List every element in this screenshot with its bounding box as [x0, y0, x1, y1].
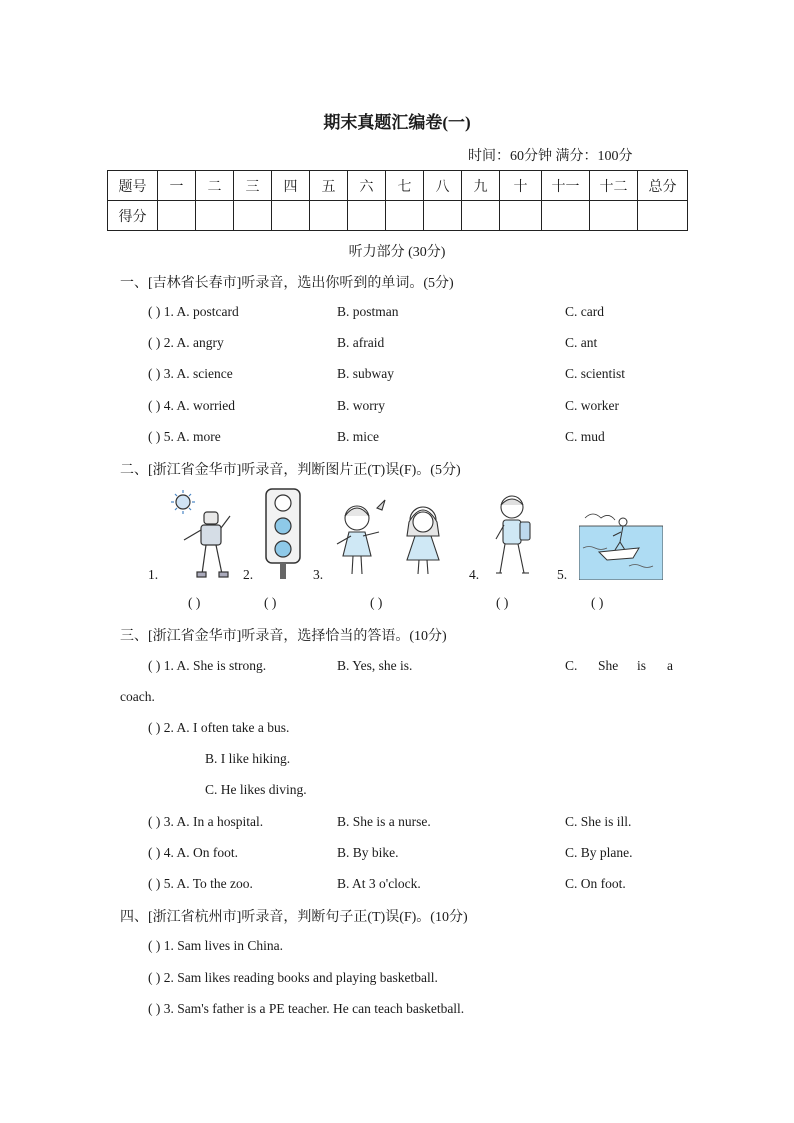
boy-walking-picture	[490, 493, 540, 581]
table-cell: 二	[196, 171, 234, 201]
option-c: C. mud	[565, 429, 605, 444]
boat-picture	[579, 508, 663, 580]
table-cell: 六	[348, 171, 386, 201]
option-b: B. mice	[337, 429, 379, 444]
score-input-cell[interactable]	[310, 201, 348, 231]
table-cell: 四	[272, 171, 310, 201]
score-input-cell[interactable]	[348, 201, 386, 231]
option-c: C. She is ill.	[565, 814, 632, 829]
picture-number: 3.	[313, 567, 324, 582]
option-c-word: is	[637, 658, 647, 673]
table-cell: 八	[424, 171, 462, 201]
question-stem: ( ) 5. A. To the zoo.	[148, 876, 253, 891]
section-2-heading: 二、[浙江省金华市]听录音，判断图片正(T)误(F)。(5分)	[120, 463, 461, 478]
question-stem: ( ) 4. A. worried	[148, 398, 235, 413]
picture-number: 1.	[148, 567, 159, 582]
option-c: C. scientist	[565, 366, 625, 381]
option-c: C. ant	[565, 335, 598, 350]
score-table	[107, 170, 688, 231]
question-stem: ( ) 1. A. postcard	[148, 304, 239, 319]
answer-blank[interactable]: ( )	[496, 595, 509, 610]
option-c: C. By plane.	[565, 845, 633, 860]
option-b: B. subway	[337, 366, 394, 381]
option-c: C.	[565, 658, 578, 673]
statement-item: ( ) 2. Sam likes reading books and playing basketball.	[148, 970, 438, 985]
option-b: B. By bike.	[337, 845, 399, 860]
table-cell: 十一	[542, 171, 590, 201]
statement-item: ( ) 1. Sam lives in China.	[148, 938, 283, 953]
score-input-cell[interactable]	[196, 201, 234, 231]
option-c-word: a	[667, 658, 673, 673]
score-input-cell[interactable]	[542, 201, 590, 231]
table-cell: 十	[500, 171, 542, 201]
option-b: B. She is a nurse.	[337, 814, 431, 829]
picture-number: 4.	[469, 567, 480, 582]
picture-number: 2.	[243, 567, 254, 582]
table-cell: 十二	[590, 171, 638, 201]
exam-info: 时间：60分钟 满分：100分	[468, 149, 633, 164]
option-c: C. card	[565, 304, 604, 319]
question-stem: ( ) 3. A. In a hospital.	[148, 814, 264, 829]
robot-picture	[170, 488, 240, 580]
score-input-cell[interactable]	[386, 201, 424, 231]
picture-number: 5.	[557, 567, 568, 582]
question-stem: ( ) 4. A. On foot.	[148, 845, 238, 860]
section-3-heading: 三、[浙江省金华市]听录音，选择恰当的答语。(10分)	[120, 629, 447, 644]
score-input-cell[interactable]	[424, 201, 462, 231]
score-input-cell[interactable]	[158, 201, 196, 231]
question-stem: ( ) 2. A. angry	[148, 335, 224, 350]
score-table-score-row	[108, 201, 688, 231]
option-b: B. Yes, she is.	[337, 658, 413, 673]
option-b: B. I like hiking.	[205, 751, 291, 766]
table-cell: 五	[310, 171, 348, 201]
statement-item: ( ) 3. Sam's father is a PE teacher. He can teach basketball.	[148, 1001, 465, 1016]
section-1-heading: 一、[吉林省长春市]听录音，选出你听到的单词。(5分)	[120, 276, 454, 291]
answer-blank[interactable]: ( )	[264, 595, 277, 610]
option-b: B. worry	[337, 398, 385, 413]
option-c: C. He likes diving.	[205, 782, 307, 797]
page-title: 期末真题汇编卷(一)	[323, 113, 471, 132]
score-input-cell[interactable]	[500, 201, 542, 231]
table-cell: 一	[158, 171, 196, 201]
table-cell: 九	[462, 171, 500, 201]
table-cell: 三	[234, 171, 272, 201]
table-cell: 得分	[108, 201, 158, 231]
two-girls-picture	[335, 496, 450, 578]
traffic-light-picture	[263, 487, 303, 579]
question-stem: ( ) 2. A. I often take a bus.	[148, 720, 290, 735]
question-stem: ( ) 5. A. more	[148, 429, 221, 444]
score-table-header-row	[108, 171, 688, 201]
table-cell: 总分	[638, 171, 688, 201]
option-b: B. At 3 o'clock.	[337, 876, 421, 891]
score-input-cell[interactable]	[638, 201, 688, 231]
option-c-word: She	[598, 658, 619, 673]
option-c: C. worker	[565, 398, 619, 413]
score-input-cell[interactable]	[234, 201, 272, 231]
answer-blank[interactable]: ( )	[188, 595, 201, 610]
section-4-heading: 四、[浙江省杭州市]听录音，判断句子正(T)误(F)。(10分)	[120, 910, 468, 925]
option-c-wrap: coach.	[120, 689, 155, 704]
score-input-cell[interactable]	[272, 201, 310, 231]
answer-blank[interactable]: ( )	[370, 595, 383, 610]
score-input-cell[interactable]	[462, 201, 500, 231]
option-b: B. afraid	[337, 335, 385, 350]
option-b: B. postman	[337, 304, 399, 319]
listening-part-label: 听力部分 (30分)	[348, 245, 446, 260]
question-stem: ( ) 1. A. She is strong.	[148, 658, 267, 673]
answer-blank[interactable]: ( )	[591, 595, 604, 610]
table-cell: 七	[386, 171, 424, 201]
option-c: C. On foot.	[565, 876, 626, 891]
table-cell: 题号	[108, 171, 158, 201]
question-stem: ( ) 3. A. science	[148, 366, 233, 381]
score-input-cell[interactable]	[590, 201, 638, 231]
